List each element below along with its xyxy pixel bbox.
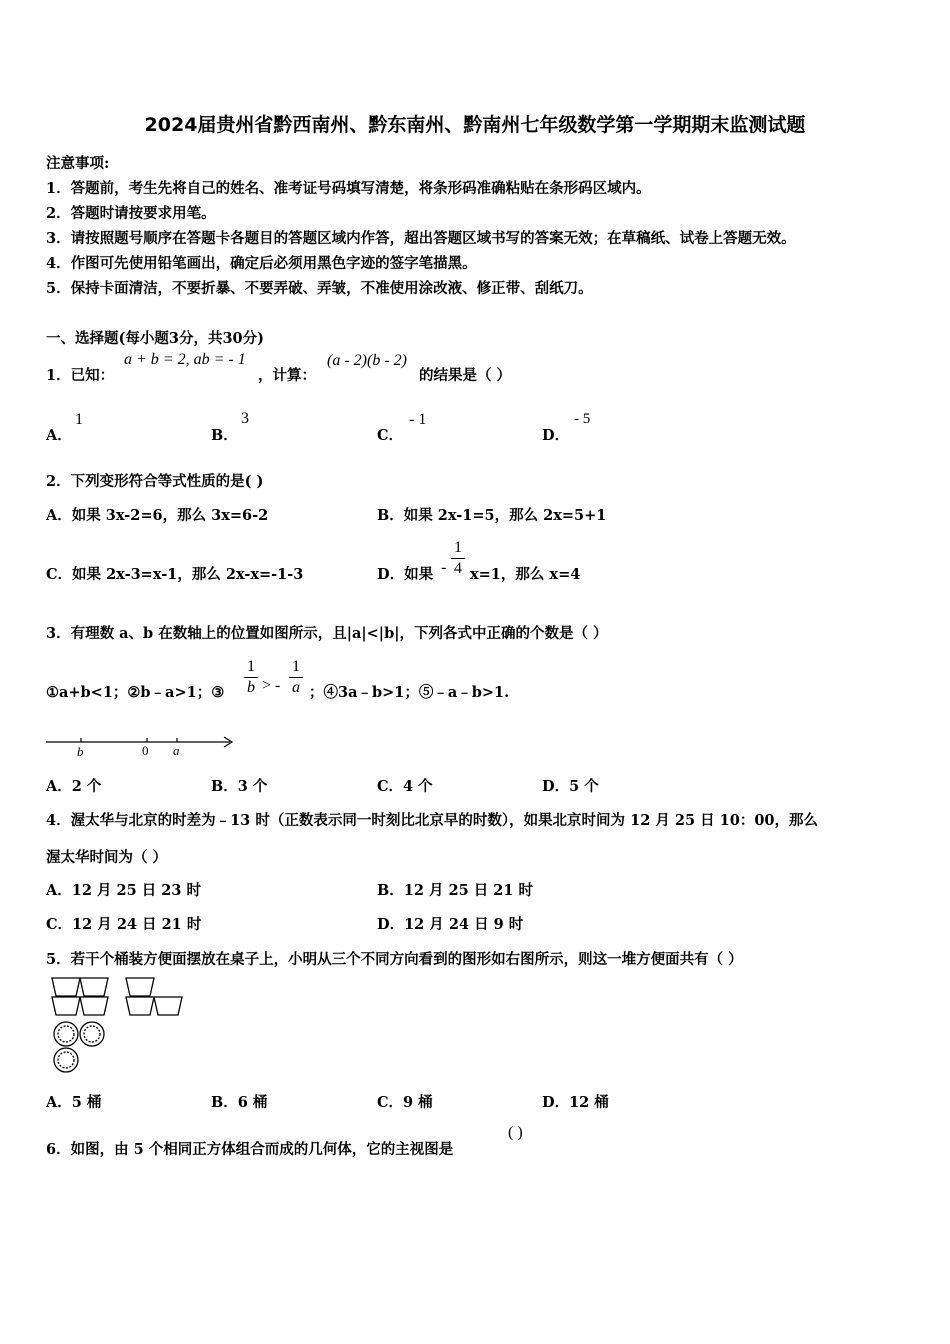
q4-option-a: A．12 月 25 日 23 时 <box>46 882 202 899</box>
q3-option-d: D．5 个 <box>542 778 599 795</box>
q2-option-a: A．如果 3x-2=6，那么 3x=6-2 <box>46 507 269 524</box>
q3-axis-label-a: a <box>173 743 180 758</box>
q1-option-b-value: 3 <box>241 410 249 427</box>
q1-option-b-label: B． <box>211 427 238 444</box>
q2-fraction-numerator: 1 <box>451 538 465 559</box>
q4-stem-line-2: 渥太华时间为（ ） <box>46 849 168 866</box>
q3-fraction-2-numerator: 1 <box>289 657 303 678</box>
q3-fraction-1-numerator: 1 <box>244 657 258 678</box>
q1-mid: ，计算： <box>258 367 316 384</box>
q3-fraction-1-over-b <box>244 657 258 698</box>
section-heading: 一、选择题(每小题3分，共30分) <box>46 330 264 347</box>
notice-item-5: 5．保持卡面清洁，不要折暴、不要弄破、弄皱，不准使用涂改液、修正带、刮纸刀。 <box>46 280 593 297</box>
q4-stem-line-1: 4．渥太华与北京的时差为﹣13 时（正数表示同一时刻比北京早的时数），如果北京时间为 12 月 25 日 10：00，那么 <box>46 812 819 829</box>
q1-option-d-value: - 5 <box>574 411 591 427</box>
q1-option-d-label: D． <box>542 427 570 444</box>
page-title: 2024届贵州省黔西南州、黔东南州、黔南州七年级数学第一学期期末监测试题 <box>144 114 806 136</box>
q3-option-b: B．3 个 <box>211 778 268 795</box>
q4-option-b: B．12 月 25 日 21 时 <box>377 882 534 899</box>
notice-item-4: 4．作图可先使用铅笔画出，确定后必须用黑色字迹的签字笔描黑。 <box>46 255 477 272</box>
q1-expression: (a - 2)(b - 2) <box>327 352 407 369</box>
q4-option-c: C．12 月 24 日 21 时 <box>46 916 202 933</box>
q3-fraction-2-denominator: a <box>292 679 300 696</box>
q3-axis-label-b: b <box>77 744 84 759</box>
q2-option-d-fraction <box>451 538 465 579</box>
q3-items-part1: ①a+b<1；②b﹣a>1；③ <box>46 684 225 701</box>
q3-option-c: C．4 个 <box>377 778 433 795</box>
q3-axis-label-zero: 0 <box>142 743 149 758</box>
q5-option-c: C．9 桶 <box>377 1094 433 1111</box>
q1-option-a-value: 1 <box>75 411 83 428</box>
notice-item-3: 3．请按照题号顺序在答题卡各题目的答题区域内作答，超出答题区域书写的答案无效；在草稿纸、试卷上答题无效。 <box>46 230 796 247</box>
q5-three-views-figure <box>50 976 190 1076</box>
q3-stem: 3．有理数 a、b 在数轴上的位置如图所示，且|a|<|b|，下列各式中正确的个数是（ ） <box>46 625 608 642</box>
q3-option-a: A．2 个 <box>46 778 102 795</box>
q1-prefix: 1．已知： <box>46 367 115 384</box>
q2-fraction-denominator: 4 <box>454 560 462 577</box>
notice-item-1: 1．答题前，考生先将自己的姓名、准考证号码填写清楚，将条形码准确粘贴在条形码区域内。 <box>46 180 651 197</box>
notice-heading: 注意事项: <box>46 155 110 172</box>
q2-option-d-minus: - <box>441 559 447 576</box>
q3-fraction-1-over-a <box>289 657 303 698</box>
q1-option-a-label: A． <box>46 427 72 444</box>
q5-option-d: D．12 桶 <box>542 1094 609 1111</box>
q3-fraction-1-denominator: b <box>247 679 255 696</box>
notice-item-2: 2．答题时请按要求用笔。 <box>46 205 216 222</box>
q1-suffix: 的结果是（ ） <box>419 367 512 384</box>
q2-option-b: B．如果 2x-1=5，那么 2x=5+1 <box>377 507 607 524</box>
q5-option-a: A．5 桶 <box>46 1094 102 1111</box>
q3-items-part2: ；④3a﹣b>1；⑤﹣a﹣b>1. <box>309 684 510 701</box>
q3-greater-minus: > - <box>262 677 281 694</box>
q6-answer-parentheses: ( ) <box>508 1124 523 1141</box>
q2-option-d-suffix: x=1，那么 x=4 <box>470 566 581 583</box>
q6-stem: 6．如图，由 5 个相同正方体组合而成的几何体，它的主视图是 <box>46 1141 454 1158</box>
q2-stem: 2．下列变形符合等式性质的是( ) <box>46 473 264 490</box>
q4-option-d: D．12 月 24 日 9 时 <box>377 916 524 933</box>
q1-option-c-value: - 1 <box>409 411 427 428</box>
q2-option-c: C．如果 2x-3=x-1，那么 2x-x=-1-3 <box>46 566 304 583</box>
q2-option-d-prefix: D．如果 <box>377 566 434 583</box>
q1-option-c-label: C． <box>377 427 404 444</box>
q5-option-b: B．6 桶 <box>211 1094 268 1111</box>
q1-condition: a + b = 2, ab = - 1 <box>124 351 246 368</box>
q5-stem: 5．若干个桶装方便面摆放在桌子上，小明从三个不同方向看到的图形如右图所示，则这一堆方便面共有（ ） <box>46 951 743 968</box>
